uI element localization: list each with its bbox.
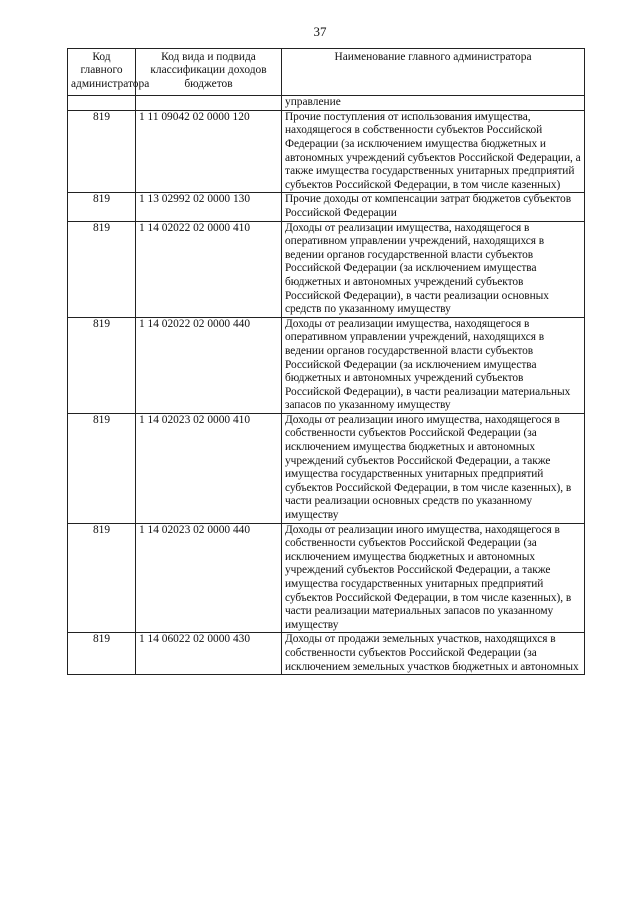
table-row <box>68 317 585 413</box>
table-body <box>68 96 585 675</box>
table-row <box>68 413 585 523</box>
admin-name-text: Доходы от реализации иного имущества, находящегося в собственности субъектов Российской Федерации (за исключением имущества бюджетных и автономных учреждений субъектов Российской Федерации, а также имущества государственных унитарных предприятий субъектов Российской Федерации, в том числе казенных), в части реализации материальных запасов по указанному имуществу <box>285 523 572 631</box>
cell-admin-code <box>68 96 136 111</box>
table-row <box>68 523 585 633</box>
cell-kbk-code: 1 14 02023 02 0000 410 <box>136 413 282 523</box>
admin-name-text: Прочие доходы от компенсации затрат бюджетов субъектов Российской Федерации <box>285 193 572 219</box>
header-kbk-code: Код вида и подвида классификации доходов бюджетов <box>136 49 282 96</box>
header-row <box>68 49 585 96</box>
page-number: 37 <box>313 24 327 39</box>
cell-kbk-code: 1 11 09042 02 0000 120 <box>136 110 282 193</box>
cell-admin-name <box>282 523 585 633</box>
cell-admin-name <box>282 413 585 523</box>
cell-kbk-code: 1 14 06022 02 0000 430 <box>136 633 282 675</box>
cell-admin-code: 819 <box>68 633 136 675</box>
cell-kbk-code: 1 14 02022 02 0000 410 <box>136 221 282 317</box>
continuation-row <box>68 96 585 111</box>
cell-admin-name: управление <box>282 96 585 111</box>
table-row <box>68 193 585 221</box>
table-row <box>68 110 585 193</box>
table-row <box>68 633 585 675</box>
cell-admin-name <box>282 110 585 193</box>
header-admin-name: Наименование главного администратора <box>282 49 585 96</box>
admin-name-text: Доходы от реализации имущества, находящегося в оперативном управлении учреждений, находящихся в ведении органов государственной власти субъектов Российской Федерации (за исключением имущества бюджетных и автономных учреждений субъектов Российской Федерации), в части реализации материальных запасов по указанному имуществу <box>285 317 571 412</box>
cell-admin-name <box>282 221 585 317</box>
cell-admin-code: 819 <box>68 221 136 317</box>
table-row <box>68 221 585 317</box>
cell-admin-name <box>282 317 585 413</box>
admin-name-text: Прочие поступления от использования имущества, находящегося в собственности субъектов Российской Федерации (за исключением имущества бюджетных и автономных учреждений субъектов Российской Федерации, а также имущества государственных унитарных предприятий субъектов Российской Федерации, в том числе казенных) <box>285 110 581 191</box>
cell-kbk-code: 1 13 02992 02 0000 130 <box>136 193 282 221</box>
cell-kbk-code: 1 14 02023 02 0000 440 <box>136 523 282 633</box>
cell-admin-code: 819 <box>68 413 136 523</box>
cell-admin-name <box>282 633 585 675</box>
table-header <box>68 49 585 96</box>
revenue-administrators-table <box>67 48 585 675</box>
cell-kbk-code: 1 14 02022 02 0000 440 <box>136 317 282 413</box>
admin-name-text: Доходы от реализации иного имущества, находящегося в собственности субъектов Российской Федерации (за исключением имущества бюджетных и автономных учреждений субъектов Российской Федерации, а также имущества государственных унитарных предприятий субъектов Российской Федерации, в том числе казенных), в части реализации основных средств по указанному имуществу <box>285 413 572 522</box>
cell-admin-code: 819 <box>68 193 136 221</box>
cell-admin-code: 819 <box>68 110 136 193</box>
cell-admin-code: 819 <box>68 317 136 413</box>
cell-admin-name <box>282 193 585 221</box>
admin-name-text: Доходы от реализации имущества, находящегося в оперативном управлении учреждений, находящихся в ведении органов государственной власти субъектов Российской Федерации (за исключением имущества бюджетных и автономных учреждений субъектов Российской Федерации), в части реализации основных средств по указанному имуществу <box>285 221 549 316</box>
header-admin-code: Код главного администратора <box>68 49 136 96</box>
cell-admin-code: 819 <box>68 523 136 633</box>
admin-name-text: Доходы от продажи земельных участков, находящихся в собственности субъектов Российской Федерации (за исключением земельных участков бюджетных и автономных <box>285 633 579 673</box>
cell-kbk-code <box>136 96 282 111</box>
